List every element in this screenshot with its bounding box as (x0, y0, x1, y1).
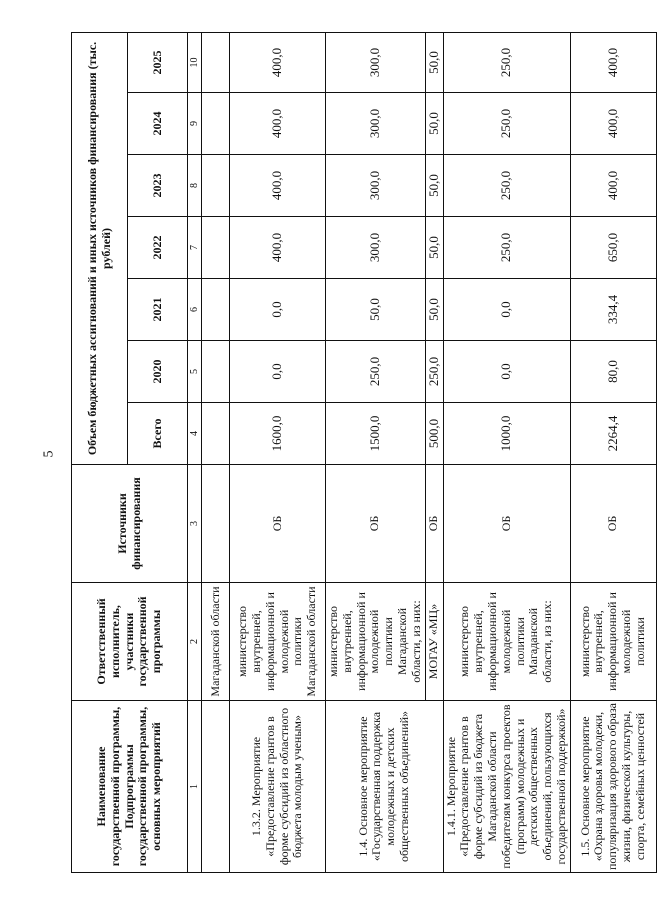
row-value: 2264,4 (570, 403, 656, 465)
row-executor: Магаданской области (202, 583, 230, 701)
row-source: ОБ (326, 465, 426, 583)
row-value: 1500,0 (326, 403, 426, 465)
row-value: 400,0 (230, 155, 326, 217)
header-year-total: Всего (128, 403, 188, 465)
row-value (202, 279, 230, 341)
row-value: 1600,0 (230, 403, 326, 465)
row-value: 0,0 (230, 341, 326, 403)
row-value (202, 32, 230, 92)
col-index: 6 (188, 279, 202, 341)
row-value: 400,0 (230, 93, 326, 155)
row-value: 250,0 (425, 341, 443, 403)
row-value: 400,0 (570, 155, 656, 217)
col-index: 1 (188, 701, 202, 873)
row-source: ОБ (230, 465, 326, 583)
row-executor: министерство внутренней, информационной и молодежной политики Магаданской области (230, 583, 326, 701)
col-index: 5 (188, 341, 202, 403)
row-value: 1000,0 (443, 403, 570, 465)
row-value: 250,0 (443, 93, 570, 155)
row-value: 250,0 (443, 217, 570, 279)
row-source: ОБ (443, 465, 570, 583)
row-value: 250,0 (443, 155, 570, 217)
header-year-2024: 2024 (128, 93, 188, 155)
row-source: ОБ (425, 465, 443, 583)
row-executor: министерство внутренней, информационной и молодежной политики Магаданской области, из них: (326, 583, 426, 701)
row-value: 300,0 (326, 217, 426, 279)
row-value: 334,4 (570, 279, 656, 341)
row-executor: министерство внутренней, информационной и молодежной политики Магаданской области, из них: (443, 583, 570, 701)
row-value: 80,0 (570, 341, 656, 403)
row-executor: МОГАУ «МЦ» (425, 583, 443, 701)
row-value: 50,0 (425, 217, 443, 279)
row-value: 300,0 (326, 155, 426, 217)
row-executor: министерство внутренней, информационной и молодежной политики (570, 583, 656, 701)
row-name: 1.4. Основное мероприятие «Государственная поддержка молодежных и детских общественных объединений» (326, 701, 444, 873)
table-row (570, 32, 656, 872)
rotated-table-container (71, 33, 647, 873)
col-index: 7 (188, 217, 202, 279)
header-year-2022: 2022 (128, 217, 188, 279)
financing-table (71, 32, 657, 873)
row-value (202, 341, 230, 403)
header-volume: Объем бюджетных ассигнований и иных источников финансирования (тыс. рублей) (72, 32, 128, 464)
header-year-2020: 2020 (128, 341, 188, 403)
col-index: 8 (188, 155, 202, 217)
row-value: 250,0 (326, 341, 426, 403)
row-source: ОБ (570, 465, 656, 583)
table-row (230, 32, 326, 872)
row-value: 400,0 (230, 217, 326, 279)
row-value: 400,0 (570, 32, 656, 92)
row-source (202, 465, 230, 583)
row-value: 50,0 (425, 155, 443, 217)
table-row (326, 32, 426, 872)
row-value: 400,0 (570, 93, 656, 155)
header-sources: Источники финансирования (72, 465, 188, 583)
header-year-2023: 2023 (128, 155, 188, 217)
row-value (202, 217, 230, 279)
row-value: 500,0 (425, 403, 443, 465)
table-row (202, 32, 230, 872)
header-year-2021: 2021 (128, 279, 188, 341)
row-value: 400,0 (230, 32, 326, 92)
col-index: 9 (188, 93, 202, 155)
col-index: 4 (188, 403, 202, 465)
table-row (443, 32, 570, 872)
row-name: 1.3.2. Мероприятие «Предоставление грантов в форме субсидий из областного бюджета молодым ученым» (230, 701, 326, 873)
header-executor: Ответственный исполнитель, участники государственной программы (72, 583, 188, 701)
row-value: 0,0 (443, 341, 570, 403)
row-value (202, 403, 230, 465)
row-value: 50,0 (425, 279, 443, 341)
col-index: 3 (188, 465, 202, 583)
row-value: 0,0 (443, 279, 570, 341)
row-name (202, 701, 230, 873)
header-year-2025: 2025 (128, 32, 188, 92)
row-value: 0,0 (230, 279, 326, 341)
row-value (202, 155, 230, 217)
row-value (202, 93, 230, 155)
row-value: 300,0 (326, 93, 426, 155)
page-number: 5 (41, 450, 57, 458)
row-value: 650,0 (570, 217, 656, 279)
col-index: 2 (188, 583, 202, 701)
row-name: 1.4.1. Мероприятие «Предоставление грантов в форме субсидий из бюджета Магаданской области победителям конкурса проектов (программ) молодежных и детских общественных объединений, пользующихся государственной поддержкой» (443, 701, 570, 873)
row-value: 50,0 (326, 279, 426, 341)
header-name: Наименование государственной программы, Подпрограммы государственной программы, основных мероприятий (72, 701, 188, 873)
row-value: 50,0 (425, 93, 443, 155)
col-index: 10 (188, 32, 202, 92)
row-value: 250,0 (443, 32, 570, 92)
row-name: 1.5. Основное мероприятие «Охрана здоровья молодежи, популяризация здорового образа жизни, физической культуры, спорта, семейных ценностей (570, 701, 656, 873)
row-value: 300,0 (326, 32, 426, 92)
row-value: 50,0 (425, 32, 443, 92)
